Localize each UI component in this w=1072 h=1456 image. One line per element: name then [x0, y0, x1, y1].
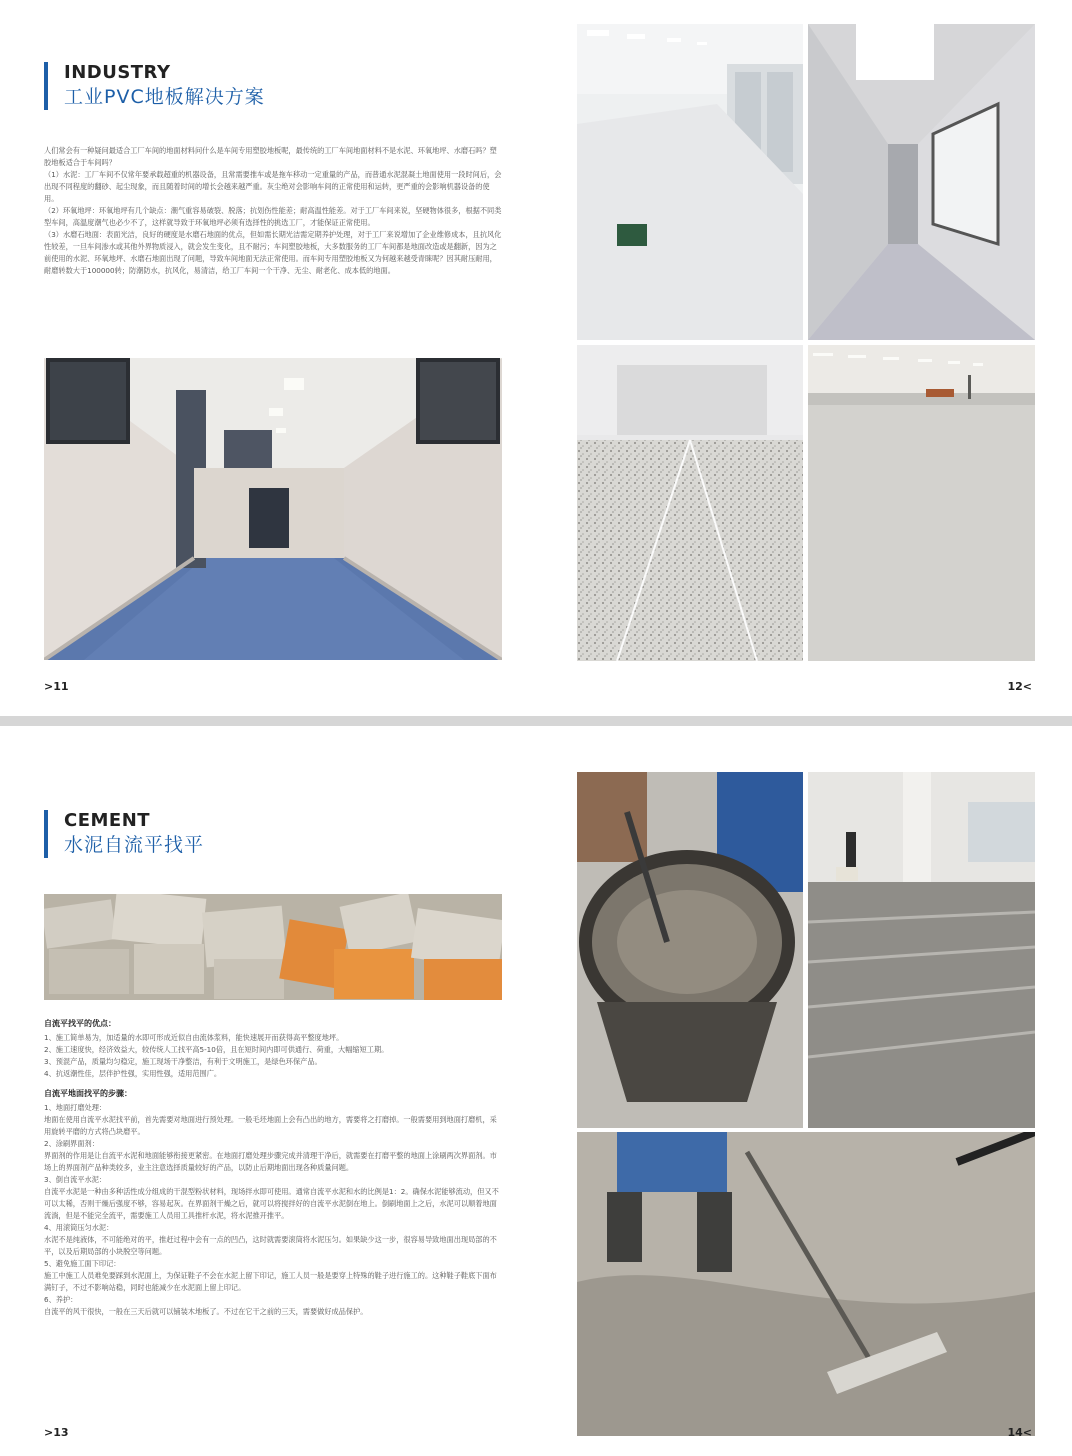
arrow-right-icon: >: [44, 1426, 54, 1439]
page13-number-text: 13: [53, 1426, 69, 1439]
cement-bags-photo: [44, 894, 502, 1000]
page11-body: [44, 145, 502, 277]
page11-title-block: [44, 62, 265, 110]
corridor-blue-floor-photo: [44, 358, 502, 660]
step-line: 水泥不是纯液体，不可能绝对的平，推赶过程中会有一点的凹凸，这时就需要滚筒将水泥压匀。如果缺少这一步，很容易导致地面出现局部的不平，以及后期局部的小块脱空等问题。: [44, 1235, 497, 1256]
spread-pages-13-14: [0, 726, 1072, 1456]
terrazzo-floor-photo: [577, 345, 803, 661]
step-line: 施工中施工人员难免要踩到水泥面上，为保证鞋子不会在水泥上留下印记，施工人员一般是要穿上特殊的鞋子进行施工的。这种鞋子鞋底下面布满钉子，不过不影响站稳，同时也能减少在水泥面上留上印记。: [44, 1271, 497, 1292]
page11-number: [44, 680, 69, 693]
step-line: 地面在使用自流平水泥找平前，首先需要对地面进行预处理。一般毛坯地面上会有凸出的地方，需要将之打磨掉。一般需要用到地面打磨机，采用旋转平磨的方式将凸块磨平。: [44, 1115, 497, 1136]
spread-divider: [0, 716, 1072, 726]
step-line: 1、地面打磨处理：: [44, 1103, 107, 1112]
page13-title-block: [44, 810, 204, 858]
page11-title-en: INDUSTRY: [64, 62, 171, 83]
arrow-right-icon: >: [44, 680, 54, 693]
page13-title-cn: 水泥自流平找平: [64, 834, 205, 856]
step-line: 4、用滚筒压匀水泥：: [44, 1223, 114, 1232]
page12-number: [1007, 680, 1032, 693]
mixing-bucket-photo: [577, 772, 803, 1128]
grey-floor-warehouse-photo: [808, 345, 1035, 661]
advantage-item: 3、预混产品，质量均匀稳定，施工现场干净整洁，有利于文明施工，是绿色环保产品。: [44, 1057, 322, 1066]
white-corridor-photo: [808, 24, 1035, 340]
page11-paragraph: 人们常会有一种疑问最适合工厂车间的地面材料问什么是车间专用塑胶地板呢，最传统的工厂车间地面材料不是水泥、环氧地坪、水磨石吗？塑胶地板适合于车间吗？: [44, 146, 497, 167]
page11-paragraph: （2）环氧地坪：环氧地坪有几个缺点：潮气重容易破裂、脱落；抗划伤性能差；耐高温性能差。对于工厂车间来说，坚硬物体很多，根据不同类型车间，高温度潮气也必少不了，这样就导致于环氧地坪必须有选择性的挑选工厂，才能保证正常使用。: [44, 206, 502, 227]
arrow-left-icon: <: [1022, 680, 1032, 693]
steps-heading: 自流平地面找平的步骤：: [44, 1089, 132, 1098]
advantage-item: 1、施工简单易为，加适量的水即可形成近似自由流体浆料，能快速展开而获得高平整度地坪。: [44, 1033, 344, 1042]
step-line: 界面剂的作用是让自流平水泥和地面能够衔接更紧密。在地面打磨处理步骤完成并清理干净后，就需要在打磨平整的地面上涂刷两次界面剂。市场上的界面剂产品种类较多，业主注意选择质量较好的产品，以防止后期地面出现各种质量问题。: [44, 1151, 497, 1172]
step-line: 6、养护：: [44, 1295, 78, 1304]
page13-body: [44, 1018, 502, 1318]
advantage-item: 4、抗返潮性佳，层伴护性强，实用性强，适用范围广。: [44, 1069, 222, 1078]
page12-number-text: 12: [1007, 680, 1023, 693]
step-line: 自流平水泥是一种由多种活性成分组成的干混型粉状材料，现场拌水即可使用。通常自流平水泥和水的比例是1：2。确保水泥能够流动，但又不可以太稀，否则干燥后强度不够，容易起灰。在界面剂干燥之后，就可以将搅拌好的自流平水泥倒在地上。倒刷地面上之后，水泥可以顺着地面流淌，但是不能完全流平，需要施工人员用工具推杆水泥，将水泥推开推平。: [44, 1187, 499, 1220]
page11-paragraph: （3）水磨石地面：表面光洁，良好的硬度是水磨石地面的优点，但如需长期光洁需定期养护处理，对于工厂来说增加了企业维修成本，且抗风化性较差，一旦车间渗水或其他外界物质浸入，就会发生变化，且不耐污；车间塑胶地板，大多数服务的工厂车间都是地面改造或是翻新，因为之前使用的水泥、环氧地坪、水磨石地面出现了问题，导致车间地面无法正常使用。而车间专用塑胶地板又为何越来越受青睐呢？因其耐压耐用，耐磨转数大于100000转；防潮防水，抗风化，易清洁，给工厂车间一个干净、无尘、耐老化、成本低的地面。: [44, 230, 502, 275]
spreading-cement-photo: [577, 1132, 1035, 1436]
page11-paragraph: （1）水泥：工厂车间不仅常年要承载超重的机器设备，且常需要推车或是拖车移动一定重量的产品，而普通水泥混凝土地面使用一段时间后，会出现不同程度的翻砂、起尘现象，而且随着时间的增长会越来越严重。灰尘绝对会影响车间的正常使用和运转，更严重的会影响机器设备的使用。: [44, 170, 502, 203]
step-line: 3、倒自流平水泥：: [44, 1175, 107, 1184]
step-line: 5、避免施工面下印记：: [44, 1259, 121, 1268]
page14-number: [1007, 1426, 1032, 1439]
advantages-heading: 自流平找平的优点：: [44, 1019, 116, 1028]
floor-leveling-site-photo: [808, 772, 1035, 1128]
page11-title-cn: 工业PVC地板解决方案: [64, 86, 265, 108]
page13-number: [44, 1426, 69, 1439]
page13-title-en: CEMENT: [64, 810, 151, 831]
step-line: 2、涂刷界面剂：: [44, 1139, 99, 1148]
page11-number-text: 11: [53, 680, 69, 693]
spread-pages-11-12: [0, 0, 1072, 716]
arrow-left-icon: <: [1022, 1426, 1032, 1439]
cleanroom-hall-photo: [577, 24, 803, 340]
advantage-item: 2、施工速度快，经济效益大，较传统人工找平高5-10倍，且在短时间内即可供通行、荷重，大幅缩短工期。: [44, 1045, 389, 1054]
page14-number-text: 14: [1007, 1426, 1023, 1439]
step-line: 自流平的风干很快，一般在三天后就可以铺装木地板了。不过在它干之前的三天，需要做好成品保护。: [44, 1307, 368, 1316]
